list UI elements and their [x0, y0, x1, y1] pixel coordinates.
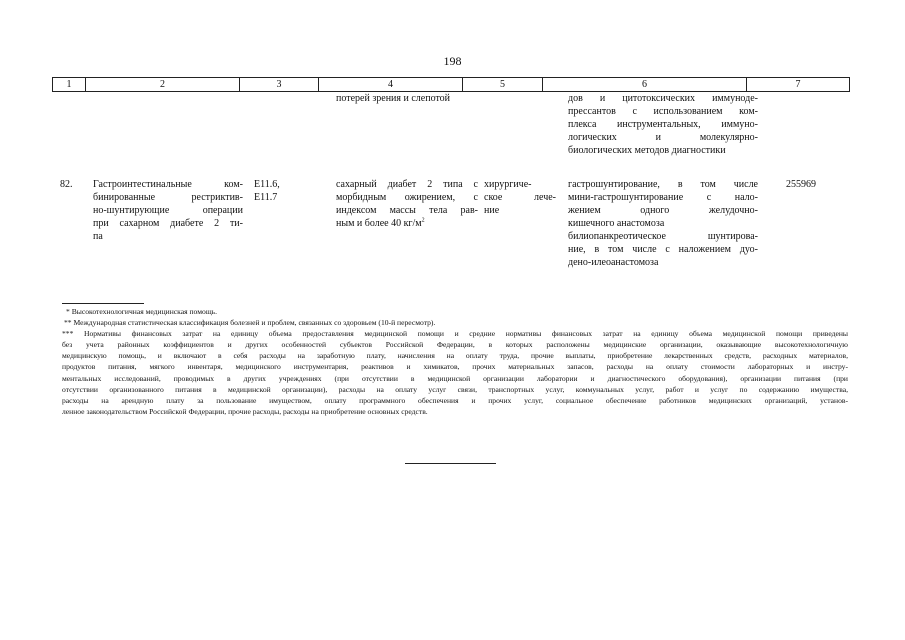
footnote-mark: * — [66, 307, 70, 316]
footnote-text-line: расходы на арендную плату за пользование имуществом, оплату программного обеспечения и прочих услуг, социальное обеспечение работников медицинских организаций, установ- — [62, 395, 848, 405]
footnote-mark: ** — [64, 318, 72, 328]
column-header-7: 7 — [747, 78, 850, 91]
icd-code: E11.6, — [254, 179, 280, 190]
treatment-method-line: гастрошунтирование, в том числе — [568, 179, 758, 190]
intervention-name-line: па — [93, 231, 103, 242]
patient-model-line: индексом массы тела рав- — [336, 205, 478, 216]
column-header-1: 1 — [52, 78, 86, 91]
treatment-method-line: дено-илеоанастомоза — [568, 257, 659, 268]
continued-method-cell — [568, 92, 758, 157]
continued-method-line: дов и цитотоксических иммуноде- — [568, 93, 758, 104]
footnote-text-line: Нормативы финансовых затрат на единицу объема предоставления медицинской помощи и средние нормативы финансовых затрат на единицу объема медицинской помощи приведены — [84, 329, 848, 339]
footnote-text-line: продуктов питания, мягкого инвентаря, медицинского инструментария, реактивов и химикатов, прочих материальных запасов, расходы на оплату стоимости лабораторных и инстру- — [62, 362, 848, 372]
continued-method-line: биологических методов диагностики — [568, 145, 726, 156]
continued-method-line: плекса инструментальных, иммуно- — [568, 119, 758, 130]
footnotes — [62, 306, 848, 417]
icd-code: E11.7 — [254, 192, 278, 203]
unit-superscript: 2 — [421, 217, 425, 224]
column-header-5: 5 — [463, 78, 543, 91]
continued-method-line: прессантов с использованием ком- — [568, 106, 758, 117]
end-of-document-rule — [405, 463, 496, 464]
table-column-header-row — [52, 77, 850, 92]
treatment-type-line: ние — [484, 205, 500, 216]
treatment-method-line: мини-гастрошунтирование с нало- — [568, 192, 758, 203]
patient-model-line-text: ным и более 40 кг/м — [336, 218, 422, 229]
patient-model-cell — [336, 178, 478, 230]
footnote-text-line: отсутствии организованного питания в медицинской организации), расходы на оплату услуг связи, транспортных услуг, коммунальных услуг, работ и услуг по содержанию имущества, — [62, 384, 848, 394]
footnote-text: Высокотехнологичная медицинская помощь. — [71, 307, 218, 316]
financial-norm-cell: 255969 — [786, 179, 816, 190]
icd-codes-cell — [254, 178, 324, 204]
footnote-2 — [62, 317, 848, 328]
treatment-type-line: хирургиче- — [484, 179, 532, 190]
patient-model-line — [336, 217, 478, 230]
footnote-text: Международная статистическая классификация болезней и проблем, связанных со здоровьем (10-й пересмотр). — [73, 318, 436, 328]
footnote-text-line: медицинскую помощь, и включают в себя расходы на заработную плату, начисления на оплату труда, прочие выплаты, приобретение лекарственных средств, расходных материалов, — [62, 351, 848, 361]
footnote-text-line: ленное законодательством Российской Федерации, прочие расходы, расходы на приобретение основных средств. — [62, 406, 428, 416]
intervention-name-line: при сахарном диабете 2 ти- — [93, 218, 243, 229]
patient-model-line: сахарный диабет 2 типа с — [336, 179, 478, 190]
continued-method-line: логических и молекулярно- — [568, 132, 758, 143]
row-number: 82. — [60, 179, 73, 190]
treatment-method-line: жением одного желудочно- — [568, 205, 758, 216]
intervention-name-line: но-шунтирующие операции — [93, 205, 243, 216]
treatment-type-cell — [484, 178, 556, 217]
intervention-name-line: Гастроинтестинальные ком- — [93, 179, 243, 190]
column-header-6: 6 — [543, 78, 747, 91]
patient-model-line: морбидным ожирением, с — [336, 192, 478, 203]
treatment-method-line: ние, в том числе с наложением дуо- — [568, 244, 758, 255]
footnote-mark: *** — [62, 329, 74, 339]
footnote-3 — [62, 328, 848, 417]
continued-model-cell: потерей зрения и слепотой — [336, 93, 451, 104]
footnote-text-line: ментальных исследований, проводимых в других учреждениях (при отсутствии в медицинской организации лаборатории и диагностического оборудования), организации питания (при — [62, 373, 848, 383]
treatment-method-line: кишечного анастомоза — [568, 218, 665, 229]
footnote-separator — [62, 303, 144, 304]
footnote-text-line: без учета районных коэффициентов и других особенностей субъектов Российской Федерации, в которых расположены медицинские организации, оказывающие высокотехнологичную — [62, 340, 848, 350]
treatment-method-line: билиопанкреотическое шунтирова- — [568, 231, 758, 242]
footnote-1 — [62, 306, 848, 317]
intervention-name-cell — [93, 178, 243, 243]
column-header-2: 2 — [86, 78, 240, 91]
column-header-3: 3 — [240, 78, 319, 91]
intervention-name-line: бинированные рестриктив- — [93, 192, 243, 203]
page-number: 198 — [443, 54, 462, 68]
treatment-type-line: ское лече- — [484, 192, 556, 203]
column-header-4: 4 — [319, 78, 463, 91]
treatment-method-cell — [568, 178, 758, 269]
